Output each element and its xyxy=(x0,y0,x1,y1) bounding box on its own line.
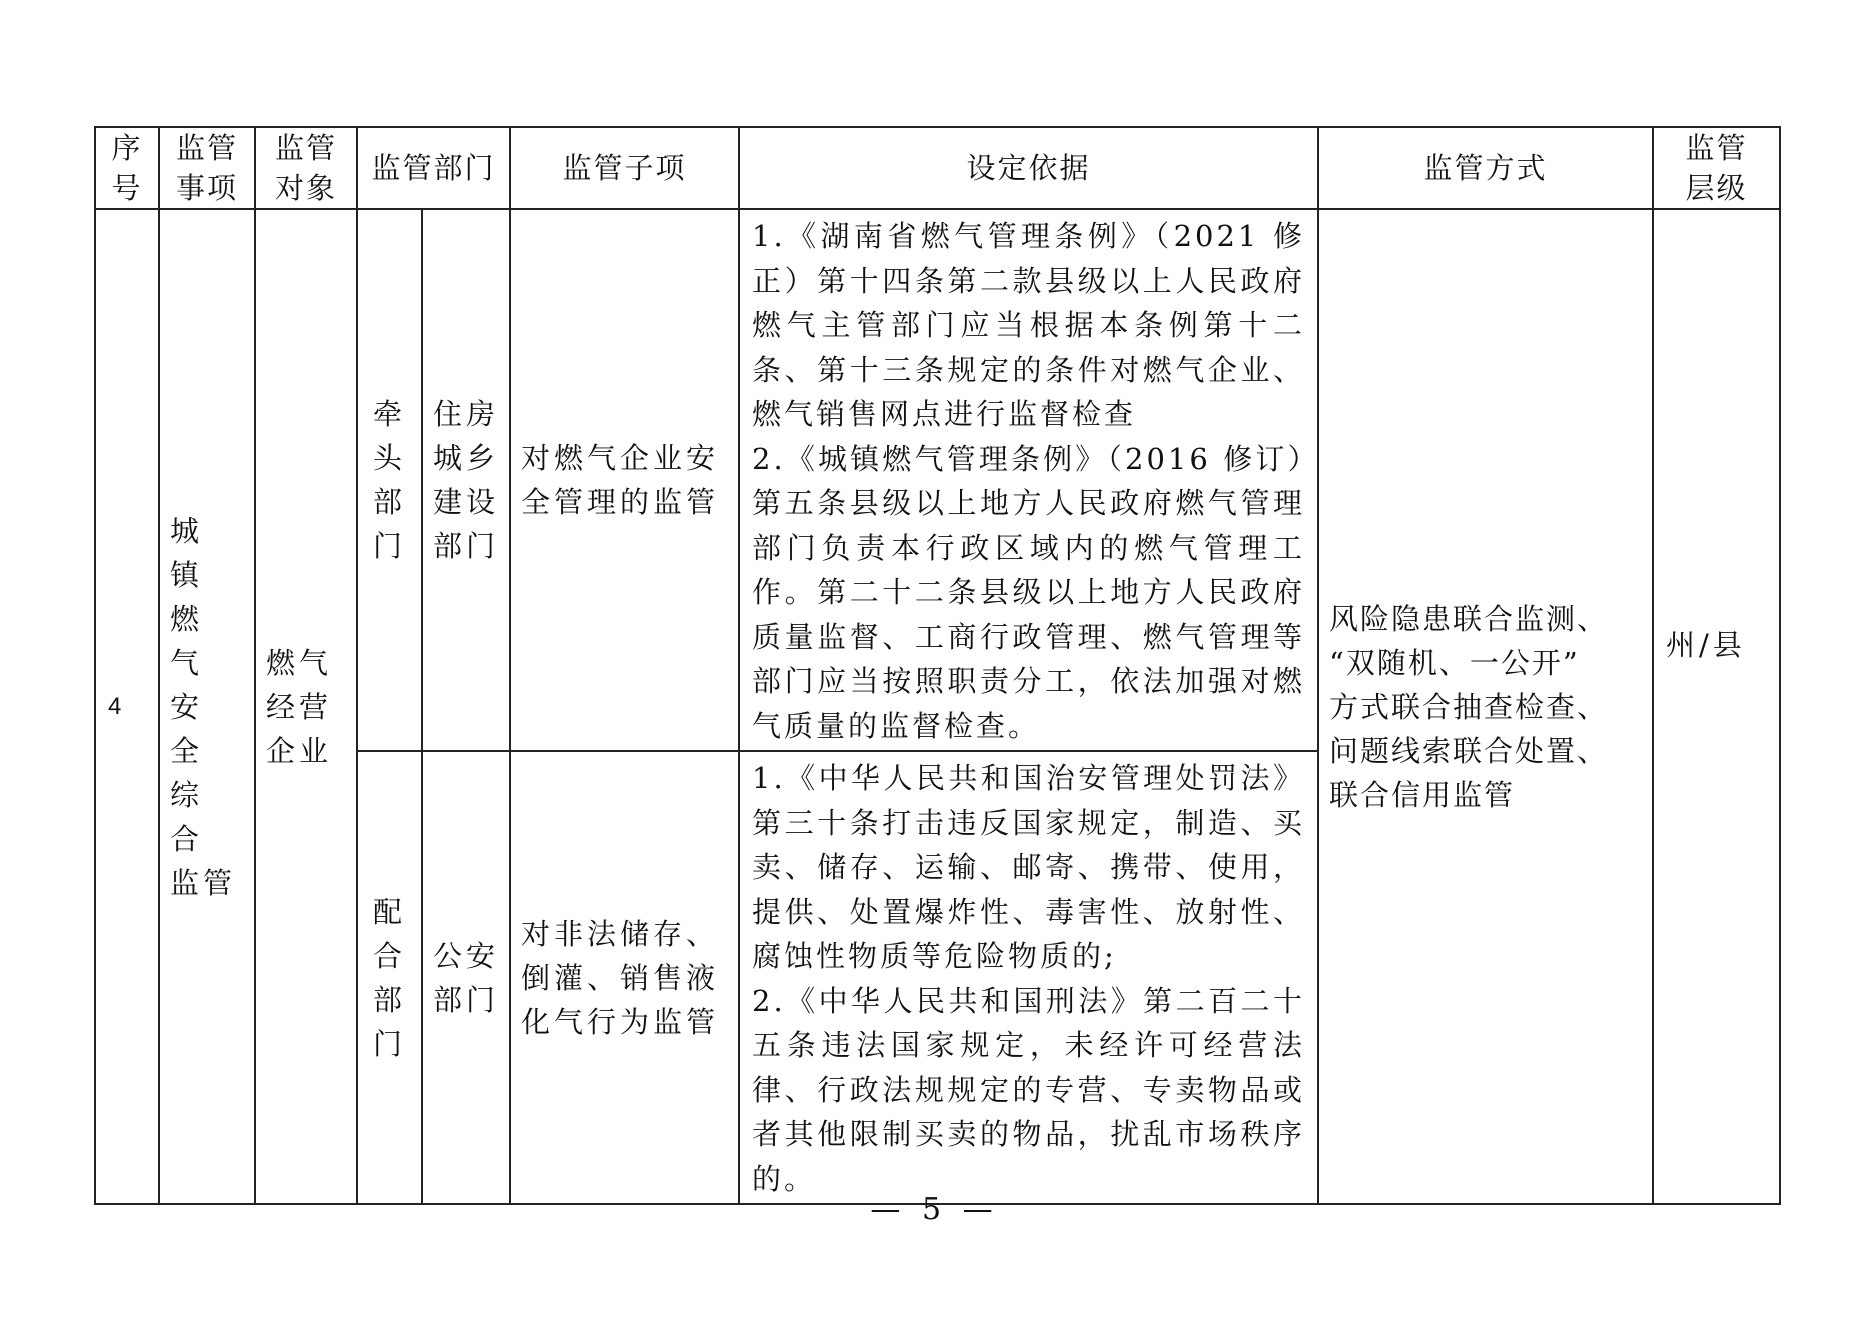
header-subitem: 监管子项 xyxy=(510,127,739,209)
header-basis: 设定依据 xyxy=(739,127,1318,209)
lead-basis xyxy=(739,209,1318,751)
row-item: 城 镇 燃 气 安 全 综 合 监管 xyxy=(159,209,255,1204)
assist-basis-2: 2.《中华人民共和国刑法》第二百二十五条违法国家规定，未经许可经营法律、行政法规规定的专营、专卖物品或者其他限制买卖的物品，扰乱市场秩序的。 xyxy=(752,983,1306,1196)
header-object: 监管 对象 xyxy=(255,127,357,209)
lead-row xyxy=(95,209,1780,751)
lead-basis-2: 2.《城镇燃气管理条例》（2016 修订）第五条县级以上地方人民政府燃气管理部门负责本行政区域内的燃气管理工作。第二十二条县级以上地方人民政府质量监督、工商行政管理、燃气管理等部门应当按照职责分工，依法加强对燃气质量的监督检查。 xyxy=(752,441,1306,743)
lead-basis-1: 1.《湖南省燃气管理条例》（2021 修正）第十四条第二款县级以上人民政府燃气主管部门应当根据本条例第十二条、第十三条规定的条件对燃气企业、燃气销售网点进行监督检查 xyxy=(752,219,1306,431)
assist-basis xyxy=(739,751,1318,1204)
lead-dept: 住房 城乡 建设 部门 xyxy=(422,209,510,751)
assist-basis-1: 1.《中华人民共和国治安管理处罚法》第三十条打击违反国家规定，制造、买卖、储存、运输、邮寄、携带、使用，提供、处置爆炸性、毒害性、放射性、腐蚀性物质等危险物质的; xyxy=(752,761,1306,973)
row-level: 州/县 xyxy=(1653,209,1780,1204)
row-seq: 4 xyxy=(95,209,159,1204)
lead-subitem: 对燃气企业安 全管理的监管 xyxy=(510,209,739,751)
header-dept: 监管部门 xyxy=(357,127,510,209)
header-item: 监管 事项 xyxy=(159,127,255,209)
lead-role: 牵 头 部 门 xyxy=(357,209,422,751)
header-method: 监管方式 xyxy=(1318,127,1653,209)
header-row xyxy=(95,127,1780,209)
assist-subitem: 对非法储存、 倒灌、销售液 化气行为监管 xyxy=(510,751,739,1204)
header-level: 监管 层级 xyxy=(1653,127,1780,209)
row-object: 燃气 经营 企业 xyxy=(255,209,357,1204)
page-number: — 5 — xyxy=(870,1192,999,1227)
row-method: 风险隐患联合监测、 “双随机、一公开” 方式联合抽查检查、 问题线索联合处置、 联合信用监管 xyxy=(1318,209,1653,1204)
header-seq: 序 号 xyxy=(95,127,159,209)
regulation-table xyxy=(94,126,1781,1205)
assist-dept: 公安 部门 xyxy=(422,751,510,1204)
assist-role: 配 合 部 门 xyxy=(357,751,422,1204)
